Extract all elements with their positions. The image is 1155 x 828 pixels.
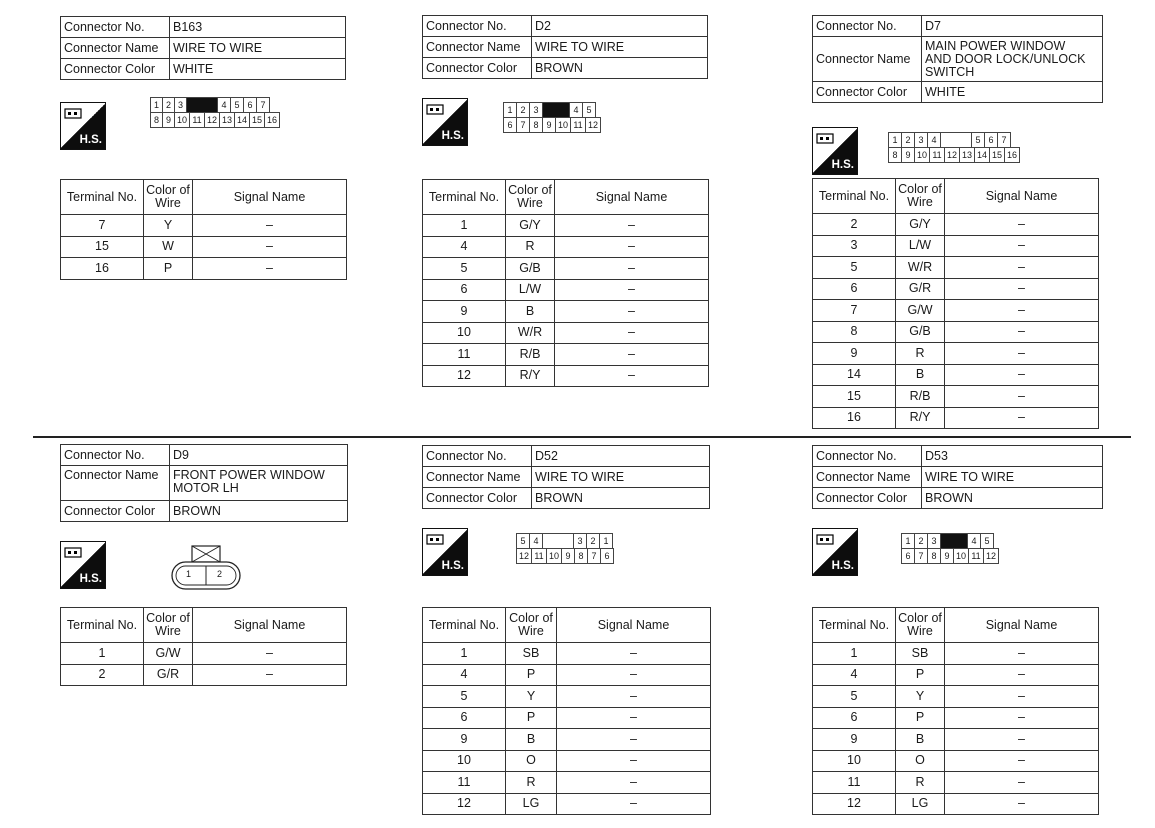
table-row: 6 P –	[813, 707, 1099, 729]
connector-no-label: Connector No.	[813, 446, 922, 467]
connector-name-label: Connector Name	[813, 37, 922, 82]
connector-name-value: WIRE TO WIRE	[922, 467, 1103, 488]
table-row: 2 G/R –	[61, 664, 347, 686]
terminal-table-d9	[60, 607, 347, 686]
pin: 12	[517, 549, 532, 564]
connector-color-value: BROWN	[532, 58, 708, 79]
connector-plug-icon	[426, 533, 446, 547]
pin: 6	[985, 133, 998, 148]
pin: 3	[175, 98, 187, 113]
connector-name-label: Connector Name	[423, 467, 532, 488]
table-row: 4 R –	[423, 236, 709, 258]
pin: 11	[190, 113, 205, 128]
connector-name-label: Connector Name	[61, 38, 170, 59]
connector-face-d9	[170, 545, 242, 591]
terminal-table-d52	[422, 607, 711, 815]
pin: 6	[601, 549, 614, 564]
pin: 13	[960, 148, 975, 163]
pin: 2	[163, 98, 175, 113]
pin: 16	[1005, 148, 1020, 163]
connector-key	[941, 133, 972, 148]
table-row: 2 G/Y –	[813, 214, 1099, 236]
signal-name-header: Signal Name	[555, 180, 709, 215]
pin: 5	[972, 133, 985, 148]
pin: 13	[220, 113, 235, 128]
connector-no-label: Connector No.	[61, 445, 170, 466]
table-row: 4 P –	[813, 664, 1099, 686]
pin: 6	[902, 549, 915, 564]
pin: 10	[954, 549, 969, 564]
pin: 11	[571, 118, 586, 133]
table-row: 5 G/B –	[423, 258, 709, 280]
connector-no-value: D9	[170, 445, 348, 466]
table-row: 5 W/R –	[813, 257, 1099, 279]
terminal-table-b163	[60, 179, 347, 280]
pin: 14	[235, 113, 250, 128]
connector-face-b163	[150, 97, 280, 128]
pin: 11	[930, 148, 945, 163]
table-row: 1 G/W –	[61, 643, 347, 665]
pin: 5	[517, 534, 530, 549]
connector-plug-icon	[426, 103, 446, 117]
pin: 8	[530, 118, 543, 133]
pin: 6	[244, 98, 257, 113]
connector-d53-info	[812, 445, 1103, 509]
hs-label: H.S.	[79, 573, 102, 585]
pin: 12	[945, 148, 960, 163]
table-row: 12 R/Y –	[423, 365, 709, 387]
pin: 3	[530, 103, 543, 118]
connector-key	[187, 98, 218, 113]
table-row: 9 R –	[813, 343, 1099, 365]
table-row: 8 G/B –	[813, 321, 1099, 343]
terminal-no-header: Terminal No.	[423, 180, 506, 215]
pin: 12	[205, 113, 220, 128]
pin: 12	[586, 118, 601, 133]
harness-side-icon	[422, 528, 468, 576]
connector-name-value: MAIN POWER WINDOW AND DOOR LOCK/UNLOCK SWITCH	[922, 37, 1103, 82]
table-row: 4 P –	[423, 664, 711, 686]
connector-name-value: WIRE TO WIRE	[532, 467, 710, 488]
connector-no-value: D2	[532, 16, 708, 37]
signal-name-header: Signal Name	[945, 179, 1099, 214]
pin: 2	[587, 534, 600, 549]
connector-plug-icon	[64, 107, 84, 121]
signal-name-header: Signal Name	[193, 608, 347, 643]
connector-name-value: WIRE TO WIRE	[170, 38, 346, 59]
pin: 1	[186, 569, 192, 579]
connector-no-label: Connector No.	[813, 16, 922, 37]
pin: 1	[600, 534, 613, 549]
wire-color-header: Color of Wire	[896, 179, 945, 214]
pin: 4	[570, 103, 583, 118]
pin: 2	[915, 534, 928, 549]
table-row: 11 R/B –	[423, 344, 709, 366]
connector-d52-info	[422, 445, 710, 509]
pin: 3	[574, 534, 587, 549]
pin: 15	[990, 148, 1005, 163]
connector-name-value: FRONT POWER WINDOW MOTOR LH	[170, 466, 348, 501]
connector-no-label: Connector No.	[423, 16, 532, 37]
section-divider	[33, 436, 1131, 438]
connector-key	[543, 103, 570, 118]
terminal-no-header: Terminal No.	[813, 179, 896, 214]
connector-name-label: Connector Name	[61, 466, 170, 501]
table-row: 10 O –	[423, 750, 711, 772]
connector-face-d52	[516, 533, 614, 564]
table-row: 15 W –	[61, 236, 347, 258]
connector-plug-icon	[816, 533, 836, 547]
pin: 1	[151, 98, 163, 113]
connector-color-label: Connector Color	[423, 488, 532, 509]
table-row: 9 B –	[813, 729, 1099, 751]
pin: 3	[928, 534, 941, 549]
table-row: 9 B –	[423, 729, 711, 751]
pin: 4	[218, 98, 231, 113]
pin: 4	[530, 534, 543, 549]
pin: 11	[969, 549, 984, 564]
harness-side-icon	[60, 541, 106, 589]
oval-connector-shape	[170, 545, 242, 591]
connector-no-value: D53	[922, 446, 1103, 467]
table-row: 14 B –	[813, 364, 1099, 386]
pin: 2	[517, 103, 530, 118]
pin: 4	[968, 534, 981, 549]
pin: 14	[975, 148, 990, 163]
connector-plug-icon	[816, 132, 836, 146]
wire-color-header: Color of Wire	[144, 608, 193, 643]
terminal-table-d2	[422, 179, 709, 387]
pin: 7	[915, 549, 928, 564]
hs-label: H.S.	[79, 134, 102, 146]
harness-side-icon	[812, 127, 858, 175]
table-row: 6 L/W –	[423, 279, 709, 301]
connector-name-label: Connector Name	[423, 37, 532, 58]
connector-color-value: WHITE	[170, 59, 346, 80]
table-row: 1 SB –	[423, 643, 711, 665]
pin: 5	[981, 534, 994, 549]
connector-d9-info	[60, 444, 348, 522]
connector-d2-info	[422, 15, 708, 79]
harness-side-icon	[60, 102, 106, 150]
table-row: 15 R/B –	[813, 386, 1099, 408]
signal-name-header: Signal Name	[557, 608, 711, 643]
table-row: 6 P –	[423, 707, 711, 729]
pin: 8	[151, 113, 163, 128]
connector-no-value: B163	[170, 17, 346, 38]
table-row: 12 LG –	[423, 793, 711, 815]
harness-side-icon	[422, 98, 468, 146]
harness-side-icon	[812, 528, 858, 576]
pin: 10	[915, 148, 930, 163]
pin: 7	[257, 98, 270, 113]
table-row: 1 G/Y –	[423, 215, 709, 237]
connector-key	[941, 534, 968, 549]
table-row: 1 SB –	[813, 643, 1099, 665]
table-row: 11 R –	[423, 772, 711, 794]
connector-no-label: Connector No.	[423, 446, 532, 467]
pin: 9	[163, 113, 175, 128]
pin: 8	[889, 148, 902, 163]
wire-color-header: Color of Wire	[506, 608, 557, 643]
connector-color-value: BROWN	[170, 501, 348, 522]
table-row: 5 Y –	[813, 686, 1099, 708]
terminal-no-header: Terminal No.	[61, 608, 144, 643]
pin: 9	[562, 549, 575, 564]
connector-b163-info	[60, 16, 346, 80]
table-row: 10 W/R –	[423, 322, 709, 344]
pin: 8	[575, 549, 588, 564]
terminal-table-d7	[812, 178, 1099, 429]
terminal-no-header: Terminal No.	[61, 180, 144, 215]
signal-name-header: Signal Name	[193, 180, 347, 215]
pin: 2	[217, 569, 223, 579]
connector-color-value: WHITE	[922, 82, 1103, 103]
pin: 11	[532, 549, 547, 564]
pin: 7	[517, 118, 530, 133]
table-row: 11 R –	[813, 772, 1099, 794]
connector-name-value: WIRE TO WIRE	[532, 37, 708, 58]
table-row: 6 G/R –	[813, 278, 1099, 300]
pin: 9	[941, 549, 954, 564]
pin: 2	[902, 133, 915, 148]
hs-label: H.S.	[441, 560, 464, 572]
signal-name-header: Signal Name	[945, 608, 1099, 643]
pin: 1	[504, 103, 517, 118]
table-row: 12 LG –	[813, 793, 1099, 815]
terminal-no-header: Terminal No.	[813, 608, 896, 643]
connector-face-d53	[901, 533, 999, 564]
connector-no-value: D7	[922, 16, 1103, 37]
table-row: 16 R/Y –	[813, 407, 1099, 429]
pin: 12	[984, 549, 999, 564]
pin: 5	[231, 98, 244, 113]
connector-no-value: D52	[532, 446, 710, 467]
connector-face-d2	[503, 102, 601, 133]
pin: 15	[250, 113, 265, 128]
table-row: 5 Y –	[423, 686, 711, 708]
pin: 10	[547, 549, 562, 564]
connector-name-label: Connector Name	[813, 467, 922, 488]
wire-color-header: Color of Wire	[506, 180, 555, 215]
pin: 10	[556, 118, 571, 133]
pin: 9	[902, 148, 915, 163]
connector-d7-info	[812, 15, 1103, 103]
connector-plug-icon	[64, 546, 84, 560]
pin: 7	[588, 549, 601, 564]
table-row: 16 P –	[61, 258, 347, 280]
connector-no-label: Connector No.	[61, 17, 170, 38]
pin: 10	[175, 113, 190, 128]
connector-color-label: Connector Color	[423, 58, 532, 79]
table-row: 9 B –	[423, 301, 709, 323]
pin: 4	[928, 133, 941, 148]
connector-color-value: BROWN	[532, 488, 710, 509]
pin: 5	[583, 103, 596, 118]
hs-label: H.S.	[831, 560, 854, 572]
wire-color-header: Color of Wire	[144, 180, 193, 215]
connector-face-d7	[888, 132, 1020, 163]
hs-label: H.S.	[831, 159, 854, 171]
table-row: 10 O –	[813, 750, 1099, 772]
hs-label: H.S.	[441, 130, 464, 142]
wire-color-header: Color of Wire	[896, 608, 945, 643]
pin: 6	[504, 118, 517, 133]
table-row: 7 G/W –	[813, 300, 1099, 322]
pin: 9	[543, 118, 556, 133]
pin: 1	[889, 133, 902, 148]
connector-color-value: BROWN	[922, 488, 1103, 509]
connector-color-label: Connector Color	[61, 501, 170, 522]
connector-color-label: Connector Color	[813, 82, 922, 103]
pin: 3	[915, 133, 928, 148]
pin: 16	[265, 113, 280, 128]
pin: 7	[998, 133, 1011, 148]
connector-color-label: Connector Color	[813, 488, 922, 509]
terminal-no-header: Terminal No.	[423, 608, 506, 643]
table-row: 7 Y –	[61, 215, 347, 237]
table-row: 3 L/W –	[813, 235, 1099, 257]
terminal-table-d53	[812, 607, 1099, 815]
connector-color-label: Connector Color	[61, 59, 170, 80]
connector-key	[543, 534, 574, 549]
pin: 1	[902, 534, 915, 549]
pin: 8	[928, 549, 941, 564]
